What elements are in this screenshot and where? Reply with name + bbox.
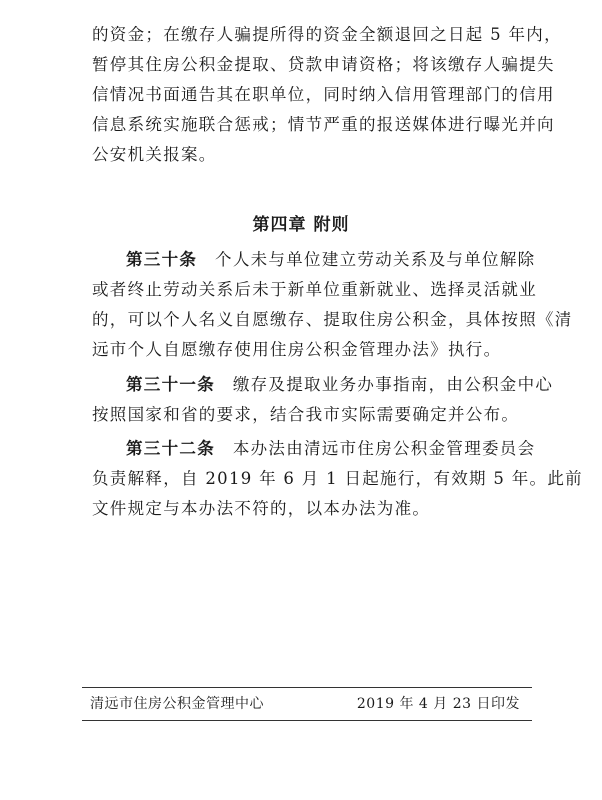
article-32 <box>92 434 583 524</box>
paragraph-line: 远市个人自愿缴存使用住房公积金管理办法》执行。 <box>92 340 502 359</box>
footer-date: 2019 年 4 月 23 日印发 <box>356 696 520 712</box>
paragraph-line: 按照国家和省的要求，结合我市实际需要确定并公布。 <box>92 405 520 424</box>
paragraph-line: 个人未与单位建立劳动关系及与单位解除 <box>215 250 536 269</box>
article-31 <box>92 370 554 430</box>
paragraph-line: 公安机关报案。 <box>92 145 217 164</box>
paragraph-line: 信息系统实施联合惩戒；情节严重的报送媒体进行曝光并向 <box>92 115 555 134</box>
footer-top-rule <box>82 687 532 688</box>
article-label: 第三十二条 <box>126 439 215 458</box>
article-label: 第三十条 <box>126 250 198 269</box>
article-first-line <box>92 434 536 464</box>
paragraph-line: 的资金；在缴存人骗提所得的资金全额退回之日起 5 年内， <box>92 25 562 44</box>
previous-paragraph <box>92 20 562 170</box>
article-30 <box>92 245 573 365</box>
paragraph-line: 或者终止劳动关系后未于新单位重新就业、选择灵活就业 <box>92 280 537 299</box>
paragraph-line: 暂停其住房公积金提取、贷款申请资格；将该缴存人骗提失 <box>92 55 555 74</box>
paragraph-line: 的，可以个人名义自愿缴存、提取住房公积金，具体按照《清 <box>92 310 573 329</box>
footer-bottom-rule <box>82 720 532 721</box>
paragraph-line: 文件规定与本办法不符的，以本办法为准。 <box>92 499 431 518</box>
paragraph-line: 信情况书面通告其在职单位，同时纳入信用管理部门的信用 <box>92 85 555 104</box>
article-first-line <box>92 245 536 275</box>
article-label: 第三十一条 <box>126 375 215 394</box>
paragraph-line: 本办法由清远市住房公积金管理委员会 <box>232 439 536 458</box>
footer-issuer: 清远市住房公积金管理中心 <box>90 696 264 712</box>
chapter-title: 第四章 附则 <box>252 215 350 235</box>
paragraph-line: 缴存及提取业务办事指南，由公积金中心 <box>232 375 554 394</box>
paragraph-line: 负责解释，自 2019 年 6 月 1 日起施行，有效期 5 年。此前 <box>92 469 583 488</box>
article-first-line <box>92 370 554 400</box>
